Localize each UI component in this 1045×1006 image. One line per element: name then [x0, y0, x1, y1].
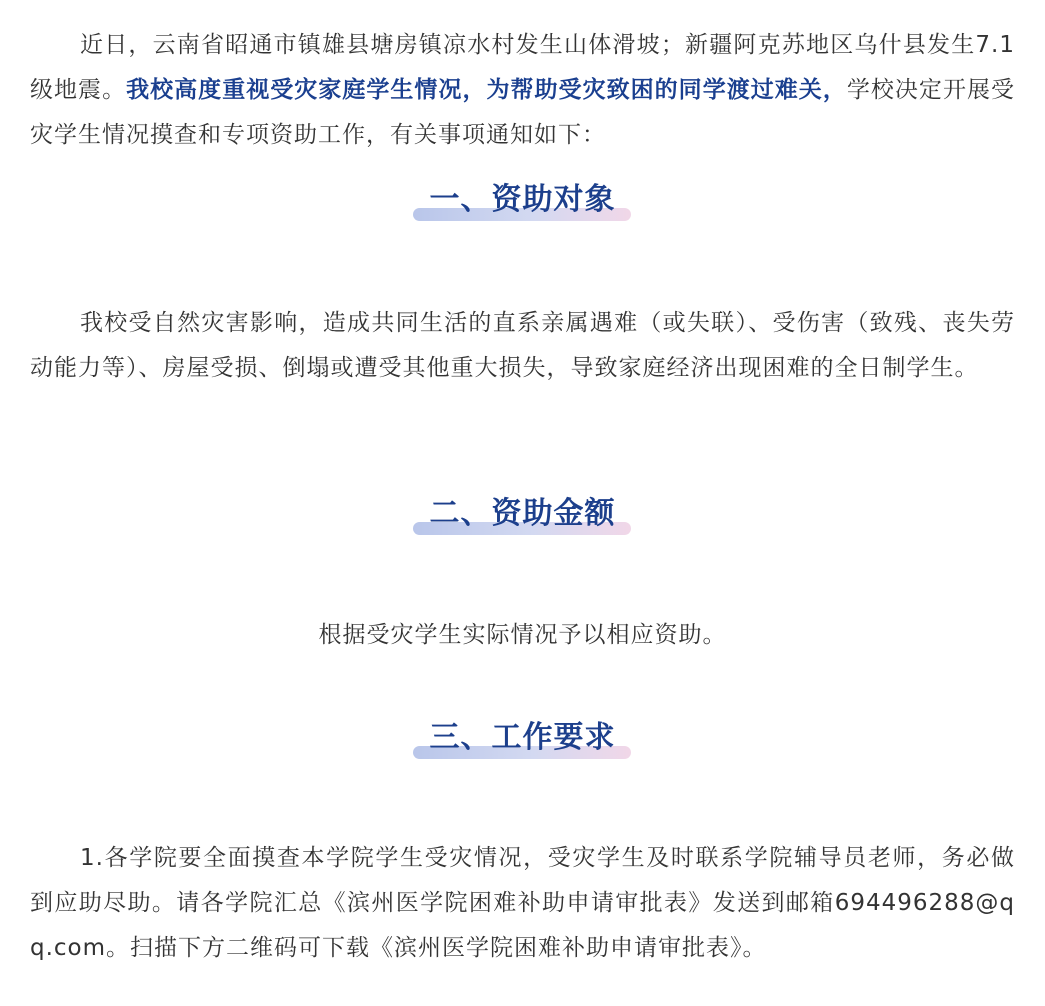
section-heading-amount [0, 494, 1045, 554]
intro-text-b: 学校决定开展受灾学生情况摸查和专项资助工作，有关事项通知如下： [30, 77, 1016, 148]
intro-text-a: 近日，云南省昭通市镇雄县塘房镇凉水村发生山体滑坡；新疆阿克苏地区乌什县发生7.1级地震。 [30, 32, 1015, 103]
section-title: 一、资助对象 [429, 182, 616, 217]
section-body-requirements: 1.各学院要全面摸查本学院学生受灾情况，受灾学生及时联系学院辅导员老师，务必做到应助尽助。请各学院汇总《滨州医学院困难补助申请审批表》发送到邮箱694496288@qq.com。扫描下方二维码可下载《滨州医学院困难补助申请审批表》。 [30, 845, 1015, 961]
section-heading-recipients [0, 180, 1045, 240]
intro-emphasis: 我校高度重视受灾家庭学生情况，为帮助受灾致困的同学渡过难关， [126, 77, 847, 103]
section-title: 二、资助金额 [429, 496, 616, 531]
section-body-amount: 根据受灾学生实际情况予以相应资助。 [318, 622, 727, 648]
section-title: 三、工作要求 [429, 720, 616, 755]
intro-paragraph [30, 23, 1015, 158]
section-body-recipients: 我校受自然灾害影响，造成共同生活的直系亲属遇难（或失联）、受伤害（致残、丧失劳动能力等）、房屋受损、倒塌或遭受其他重大损失，导致家庭经济出现困难的全日制学生。 [30, 310, 1015, 381]
section-heading-requirements [0, 718, 1045, 778]
